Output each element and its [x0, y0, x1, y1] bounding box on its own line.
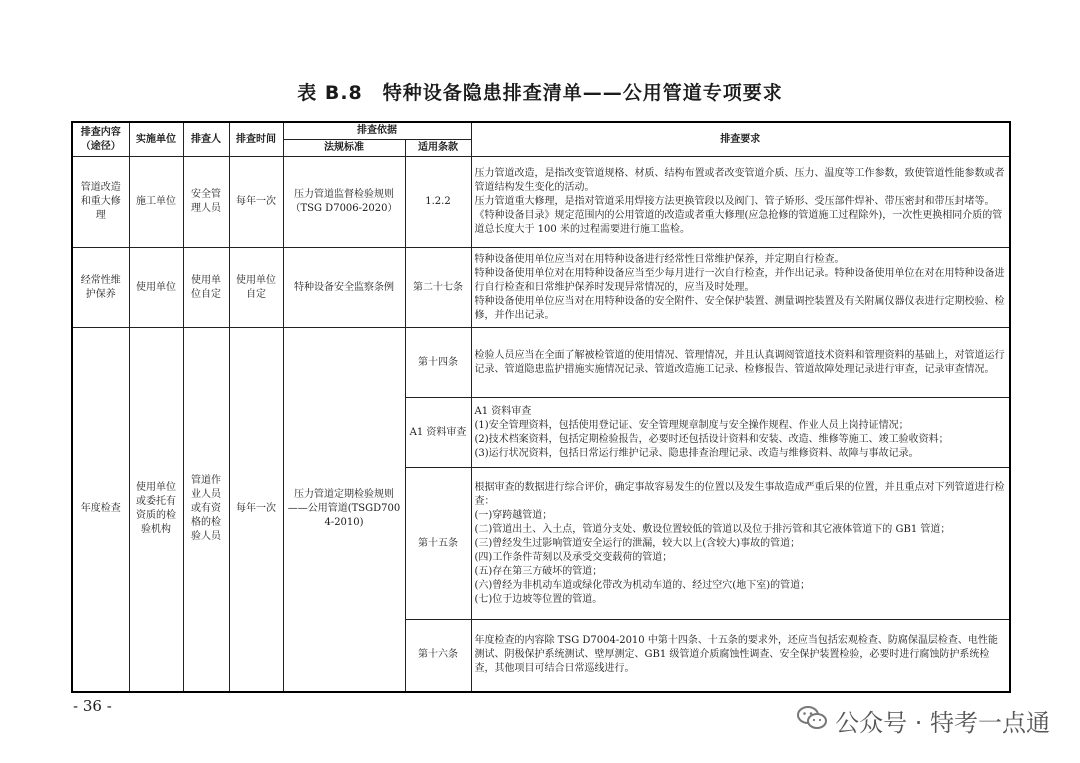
watermark-text: 公众号 · 特考一点通 [835, 709, 1050, 737]
annual-regulation: 压力管道定期检验规则——公用管道(TSGD7004-2010) [283, 328, 405, 692]
row-clause: 第十六条 [405, 620, 471, 692]
row-person: 安全管理人员 [183, 157, 229, 248]
row-requirement [471, 248, 1010, 328]
requirement-line: (2)技术档案资料，包括定期检验报告，必要时还包括设计资料和安装、改造、维修等施工、竣工验收资料； [474, 433, 949, 445]
requirement-line: 特种设备使用单位对在用特种设备应当至少每月进行一次自行检查，并作出记录。特种设备使用单位在对在用特种设备进行自行检查和日常维护保养时发现异常情况的，应当及时处理。 [474, 267, 1005, 293]
requirement-line: 压力管道重大修理，是指对管道采用焊接方法更换管段以及阀门、管子矫形、受压部件焊补、带压密封和带压封堵等。 [474, 196, 995, 207]
row-regulation: 压力管道监督检验规则（TSG D7006-2020） [283, 157, 405, 248]
requirement-line: (五)存在第三方破坏的管道； [474, 565, 603, 577]
row-requirement [471, 468, 1010, 620]
requirement-line: (六)曾经为非机动车道或绿化带改为机动车道的、经过空穴(地下室)的管道； [474, 579, 811, 591]
row-clause: 1.2.2 [405, 157, 471, 248]
row-regulation: 特种设备安全监察条例 [283, 248, 405, 328]
header-requirement: 排查要求 [471, 122, 1010, 157]
row-unit: 使用单位 [129, 248, 183, 328]
table-row [72, 157, 1010, 248]
requirement-line: (3)运行状况资料，包括日常运行维护记录、隐患排查治理记录、改造与维修资料、故障与事故记录。 [474, 447, 919, 459]
annual-person: 管道作业人员或有资格的检验人员 [183, 328, 229, 692]
wechat-icon [797, 705, 827, 737]
watermark [797, 703, 1050, 738]
row-content: 经常性维护保养 [72, 248, 129, 328]
row-person: 使用单位自定 [183, 248, 229, 328]
row-requirement [471, 328, 1010, 398]
annual-unit: 使用单位或委托有资质的检验机构 [129, 328, 183, 692]
requirement-line: (1)安全管理资料，包括使用登记证、安全管理规章制度与安全操作规程、作业人员上岗持证情况； [474, 419, 909, 431]
row-unit: 施工单位 [129, 157, 183, 248]
row-content: 管道改造和重大修理 [72, 157, 129, 248]
requirement-line: 特种设备使用单位应当对在用特种设备的安全附件、安全保护装置、测量调控装置及有关附属仪器仪表进行定期校验、检修，并作出记录。 [474, 295, 1005, 321]
header-regulation: 法规标准 [283, 140, 405, 157]
requirement-line: 特种设备使用单位应当对在用特种设备进行经常性日常维护保养，并定期自行检查。 [474, 253, 845, 265]
requirement-line: 检验人员应当在全面了解被检管道的使用情况、管理情况，并且认真调阅管道技术资料和管理资料的基础上，对管道运行记录、管道隐患监护措施实施情况记录、管道改造施工记录、检修报告、管道故障处理记录进行审查，记录审查情况。 [474, 349, 1005, 375]
header-person: 排查人 [183, 122, 229, 157]
table-row [72, 248, 1010, 328]
header-basis: 排查依据 [283, 122, 471, 140]
requirement-line: 年度检查的内容除 TSG D7004-2010 中第十四条、十五条的要求外，还应当包括宏观检查、防腐保温层检查、电性能测试、阴极保护系统测试、壁厚测定、GB1 级管道介质腐蚀性调查、安全保护装置检验，必要时进行腐蚀防护系统检查，其他项目可结合日常巡线进行。 [474, 635, 998, 675]
requirement-line: (七)位于边坡等位置的管道。 [474, 593, 603, 605]
row-clause: 第十五条 [405, 468, 471, 620]
requirement-line: 根据审查的数据进行综合评价，确定事故容易发生的位置以及发生事故造成严重后果的位置，并且重点对下列管道进行检查： [474, 481, 1005, 507]
hazard-checklist-table [71, 121, 1011, 693]
row-requirement [471, 398, 1010, 468]
row-requirement [471, 620, 1010, 692]
annual-content: 年度检查 [72, 328, 129, 692]
row-time: 每年一次 [229, 157, 283, 248]
requirement-line: 压力管道改造，是指改变管道规格、材质、结构布置或者改变管道介质、压力、温度等工作参数，致使管道性能参数或者管道结构发生变化的活动。 [474, 168, 1005, 193]
requirement-line: 《特种设备目录》规定范围内的公用管道的改造或者重大修理(应急抢修的管道施工过程除外)，一次性更换相同介质的管道总长度大于 100 米的过程需要进行施工监检。 [474, 210, 1003, 235]
row-requirement [471, 157, 1010, 248]
requirement-line: (二)管道出土、入土点，管道分支处、敷设位置较低的管道以及位于排污管和其它液体管道下的 GB1 管道； [474, 523, 951, 535]
requirement-line: (一)穿跨越管道； [474, 509, 553, 521]
requirement-line: (四)工作条件苛刻以及承受交变载荷的管道； [474, 551, 673, 563]
requirement-line: A1 资料审查 [474, 405, 532, 417]
row-time: 使用单位自定 [229, 248, 283, 328]
header-time: 排查时间 [229, 122, 283, 157]
table-row [72, 328, 1010, 398]
header-clause: 适用条款 [405, 140, 471, 157]
header-unit: 实施单位 [129, 122, 183, 157]
page-title: 表 B.8 特种设备隐患排查清单——公用管道专项要求 [297, 82, 783, 104]
page-number: - 36 - [73, 697, 112, 715]
annual-time: 每年一次 [229, 328, 283, 692]
header-content: 排查内容（途径） [72, 122, 129, 157]
row-clause: A1 资料审查 [405, 398, 471, 468]
row-clause: 第二十七条 [405, 248, 471, 328]
row-clause: 第十四条 [405, 328, 471, 398]
requirement-line: (三)曾经发生过影响管道安全运行的泄漏，较大以上(含较大)事故的管道； [474, 537, 801, 549]
